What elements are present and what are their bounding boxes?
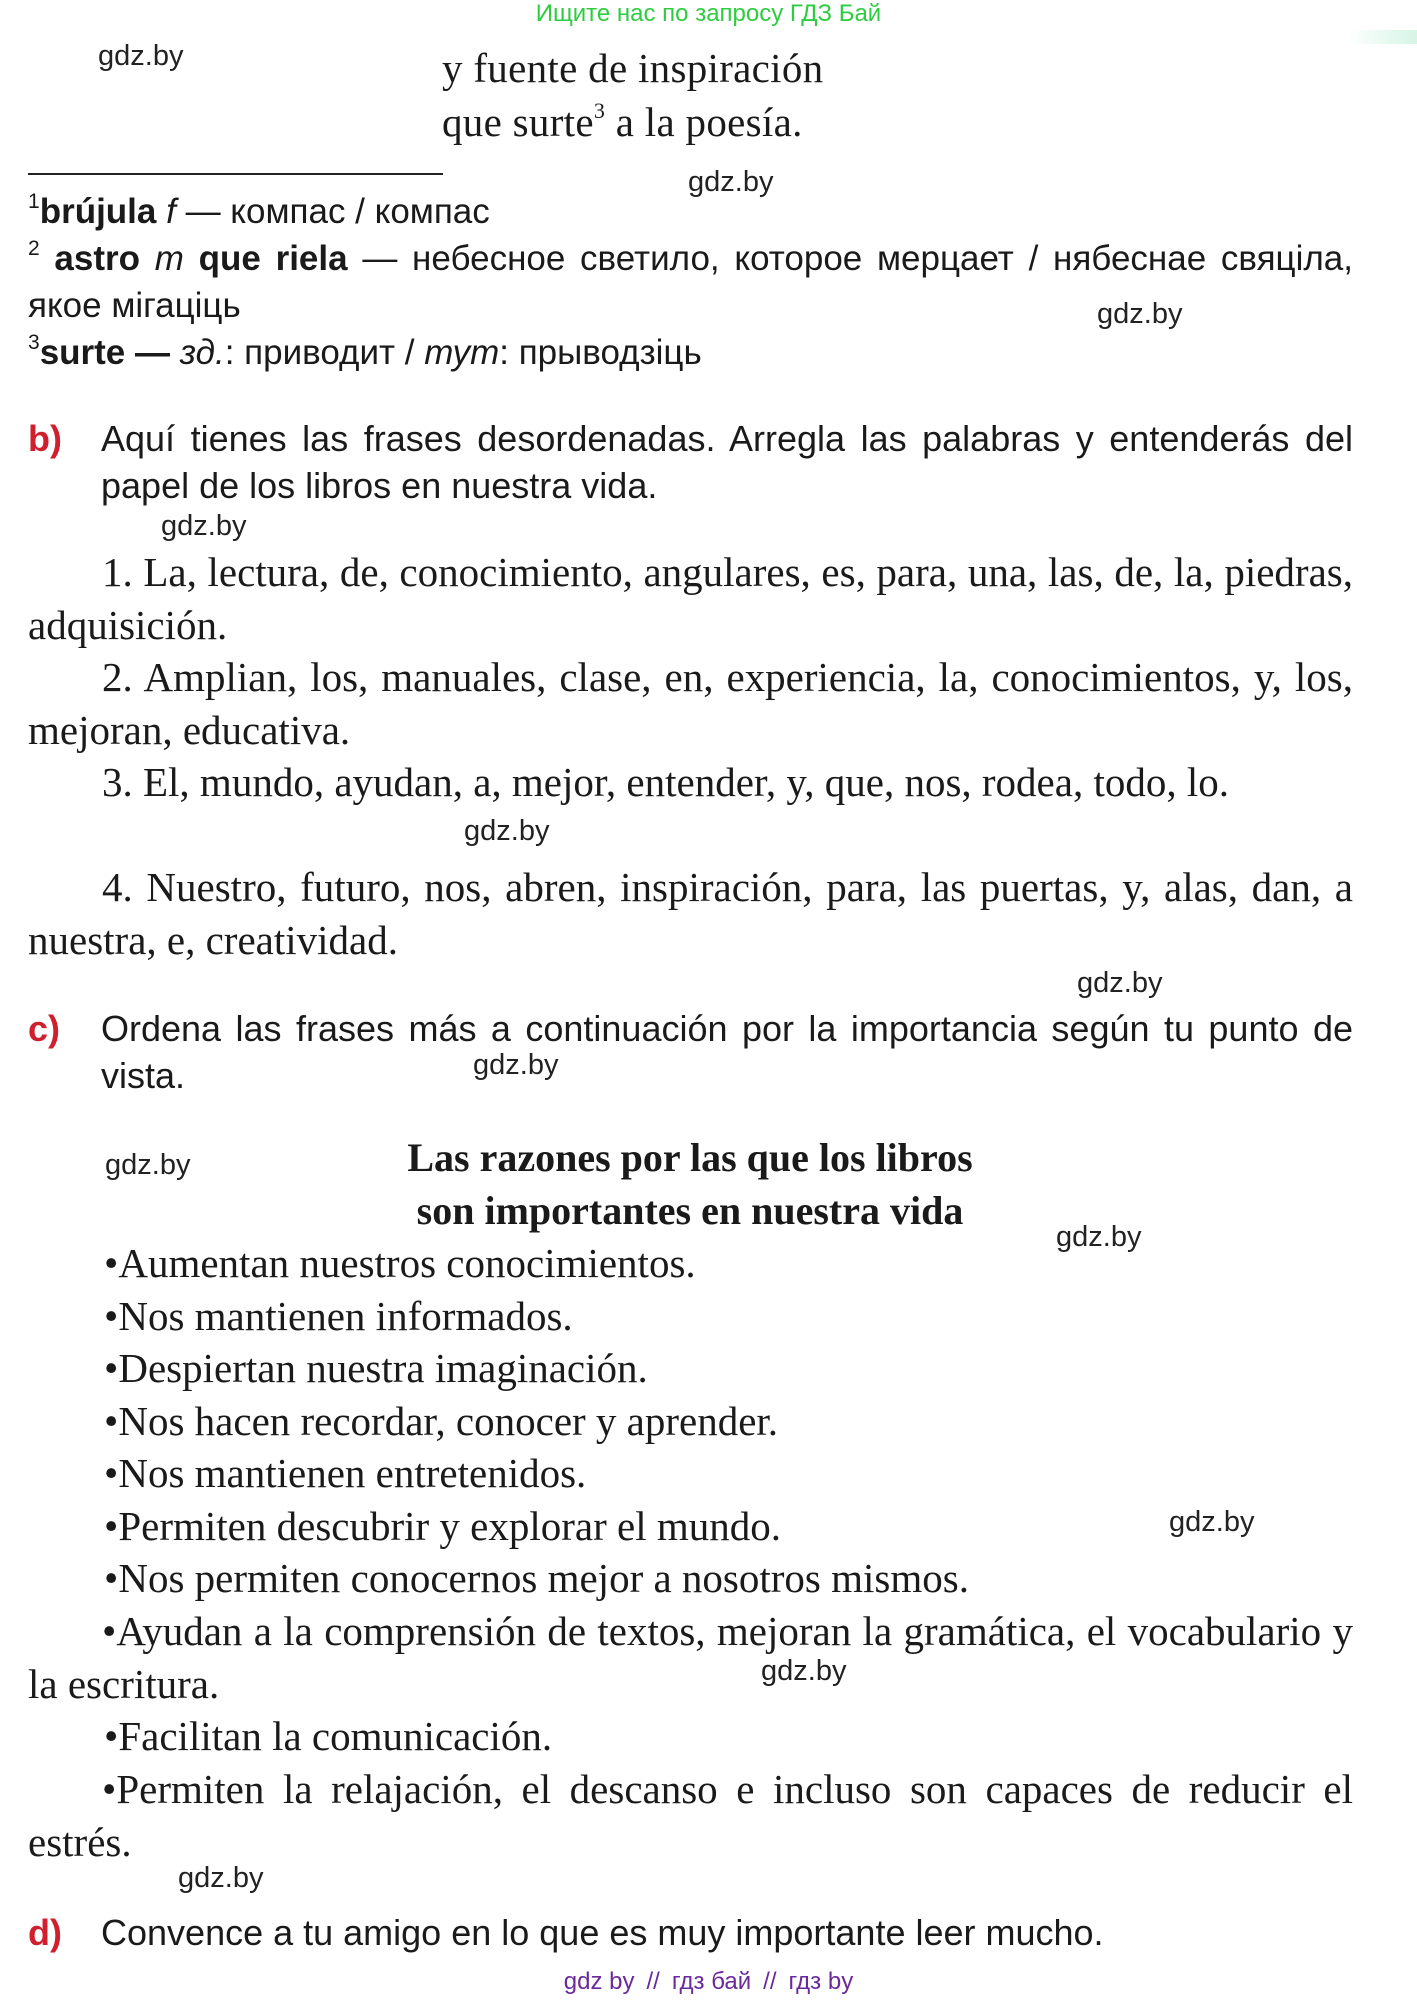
list-item: •Aumentan nuestros conocimientos. xyxy=(104,1240,696,1286)
footer-links: gdz by // гдз бай // гдз by xyxy=(563,1968,854,1995)
sentence-3: 3. El, mundo, ayudan, a, mejor, entender, y, que, nos, rodea, todo, lo. xyxy=(102,759,1229,805)
watermark: gdz.by xyxy=(688,166,774,198)
task-c xyxy=(28,1005,1353,1099)
poem-line-2: que surte$^3$ a la poesía. xyxy=(442,98,803,145)
poem-line-1: y fuente de inspiración xyxy=(442,45,824,91)
watermark: gdz.by xyxy=(1169,1506,1255,1538)
watermark: gdz.by xyxy=(1056,1221,1142,1253)
task-b xyxy=(28,415,1353,509)
list-item: •Despiertan nuestra imaginación. xyxy=(104,1345,648,1391)
footnote-3: $^3$surte — зд.: приводит / тут: прыводзіць xyxy=(28,331,702,372)
watermark: gdz.by xyxy=(1077,967,1163,999)
footer-link[interactable]: гдз by xyxy=(788,1968,854,1995)
watermark: gdz.by xyxy=(105,1149,191,1181)
footnote-divider xyxy=(28,173,443,175)
list-title: Las razones por las que los libros son importantes en nuestra vida xyxy=(407,1135,973,1233)
task-d xyxy=(28,1909,1353,1956)
task-label: d) xyxy=(28,1912,62,1953)
top-banner[interactable]: Ищите нас по запросу ГДЗ Бай xyxy=(535,0,882,27)
list-item: •Facilitan la comunicación. xyxy=(104,1713,553,1759)
list-item: •Ayudan a la comprensión de textos, mejoran la gramática, el vocabulario y la escritura. xyxy=(28,1608,1353,1707)
task-label: c) xyxy=(28,1008,61,1049)
watermark: gdz.by xyxy=(178,1862,264,1894)
footer-link[interactable]: гдз бай xyxy=(671,1968,752,1995)
sentence-2: 2. Amplian, los, manuales, clase, en, experiencia, la, conocimientos, y, los, mejoran, educativa. xyxy=(28,654,1353,753)
list-item: •Nos permiten conocernos mejor a nosotros mismos. xyxy=(104,1555,969,1601)
list-item: •Permiten descubrir y explorar el mundo. xyxy=(104,1503,782,1549)
footer-link[interactable]: gdz by xyxy=(563,1968,635,1995)
watermark: gdz.by xyxy=(473,1049,559,1081)
sentence-4: 4. Nuestro, futuro, nos, abren, inspiración, para, las puertas, y, alas, dan, a nuestra, e, creatividad. xyxy=(28,864,1353,963)
sentence-1: 1. La, lectura, de, conocimiento, angulares, es, para, una, las, de, la, piedras, adquisición. xyxy=(28,549,1353,648)
footnote-2: $^2$ astro m que riela — небесное светило, которое мерцает / нябеснае свяціла, якое мігаціць xyxy=(28,237,1353,325)
task-text: Ordena las frases más a continuación por la importancia según tu punto de vista. xyxy=(101,1008,1353,1096)
watermark: gdz.by xyxy=(98,40,184,72)
watermark: gdz.by xyxy=(761,1655,847,1687)
list-item: •Nos mantienen informados. xyxy=(104,1293,573,1339)
task-text: Convence a tu amigo en lo que es muy importante leer mucho. xyxy=(101,1912,1104,1953)
footnote-1: $^1$brújula f — компас / компас xyxy=(28,190,490,231)
watermark: gdz.by xyxy=(1097,298,1183,330)
list-item: •Nos mantienen entretenidos. xyxy=(104,1450,587,1496)
watermark: gdz.by xyxy=(161,510,247,542)
watermark: gdz.by xyxy=(464,815,550,847)
corner-decoration xyxy=(1347,30,1417,44)
task-label: b) xyxy=(28,418,62,459)
task-text: Aquí tienes las frases desordenadas. Arregla las palabras y entenderás del papel de los libros en nuestra vida. xyxy=(101,418,1353,506)
list-item: •Nos hacen recordar, conocer y aprender. xyxy=(104,1398,779,1444)
list-item: •Permiten la relajación, el descanso e incluso son capaces de reducir el estrés. xyxy=(28,1766,1353,1865)
